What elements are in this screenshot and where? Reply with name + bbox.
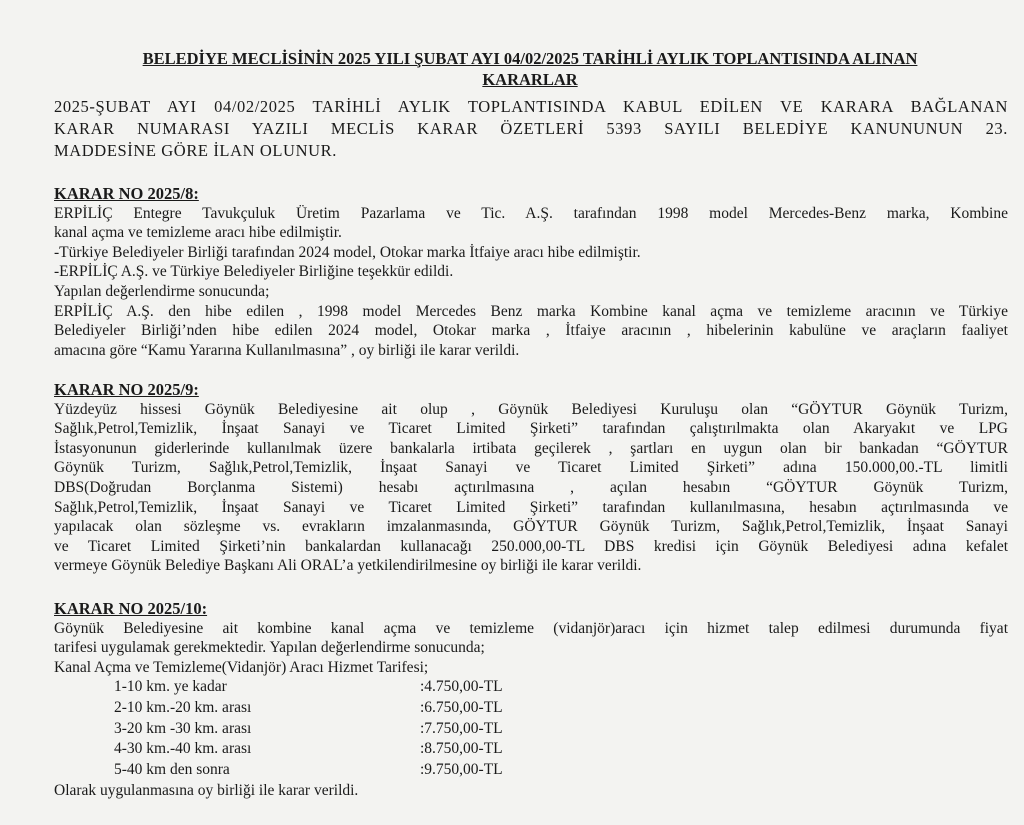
decision-line: vermeye Göynük Belediye Başkanı Ali ORAL’a yetkilendirilmesine oy birliği ile karar verildi. <box>54 557 642 575</box>
intro-line: 2025-ŞUBAT AYI 04/02/2025 TARİHLİ AYLIK TOPLANTISINDA KABUL EDİLEN VE KARARA BAĞLANAN <box>54 97 1008 116</box>
tariff-range: 1-10 km. ye kadar <box>114 678 227 696</box>
tariff-row <box>54 739 1008 760</box>
decision-closing: Olarak uygulanmasına oy birliği ile karar verildi. <box>54 782 359 800</box>
decision-line: -Türkiye Belediyeler Birliği tarafından 2024 model, Otokar marka İtfaiye aracı hibe edilmiştir. <box>54 243 641 261</box>
tariff-table <box>54 677 1008 781</box>
decision-2025-9 <box>54 380 1008 576</box>
decision-line: Kanal Açma ve Temizleme(Vidanjör) Aracı Hizmet Tarifesi; <box>54 658 429 676</box>
title-line-2: KARARLAR <box>482 70 578 89</box>
decision-line: kanal açma ve temizleme aracı hibe edilmiştir. <box>54 224 342 242</box>
document-title <box>40 48 1020 90</box>
tariff-price: :9.750,00-TL <box>420 760 503 778</box>
decision-line: tarifesi uygulamak gerekmektedir. Yapılan değerlendirme sonucunda; <box>54 639 485 657</box>
tariff-range: 4-30 km.-40 km. arası <box>114 740 252 758</box>
tariff-price: :8.750,00-TL <box>420 740 503 758</box>
tariff-row <box>54 677 1008 698</box>
decision-line: Sağlık,Petrol,Temizlik, İnşaat Sanayi ve Ticaret Limited Şirketi” tarafından çalıştırılmakta olan Akaryakıt ve LPG <box>54 420 1008 438</box>
decision-line: ve Ticaret Limited Şirketi’nin bankalardan kullanacağı 250.000,00-TL DBS kredisi için Göynük Belediyesi adına kefalet <box>54 537 1008 555</box>
decision-line: Sağlık,Petrol,Temizlik, İnşaat Sanayi ve Ticaret Limited Şirketi” tarafından kullanılmasına, hesabın açtırılmasında ve <box>54 498 1008 516</box>
decision-line: -ERPİLİÇ A.Ş. ve Türkiye Belediyeler Birliğine teşekkür edildi. <box>54 263 454 281</box>
tariff-range: 2-10 km.-20 km. arası <box>114 698 252 716</box>
tariff-range: 5-40 km den sonra <box>114 760 230 778</box>
tariff-price: :6.750,00-TL <box>420 698 503 716</box>
tariff-row <box>54 719 1008 740</box>
decision-line: İstasyonunun giderlerinde kullanılmak üzere bankalarla irtibata geçilerek , şartları en uygun olan bir bankadan “GÖYTUR <box>54 439 1008 457</box>
title-line-1: BELEDİYE MECLİSİNİN 2025 YILI ŞUBAT AYI 04/02/2025 TARİHLİ AYLIK TOPLANTISINDA ALINAN <box>142 49 918 68</box>
tariff-row <box>54 760 1008 781</box>
decision-heading: KARAR NO 2025/10: <box>54 599 208 618</box>
tariff-price: :4.750,00-TL <box>420 678 503 696</box>
decision-line: ERPİLİÇ A.Ş. den hibe edilen , 1998 model Mercedes Benz marka Kombine kanal açma ve temizleme aracının ve Türkiye <box>54 302 1008 320</box>
intro-paragraph <box>54 96 1008 162</box>
decision-line: Göynük Turizm, Sağlık,Petrol,Temizlik, İnşaat Sanayi ve Ticaret Limited Şirketi” adına 150.000,00.-TL limitli <box>54 459 1008 477</box>
intro-line: KARAR NUMARASI YAZILI MECLİS KARAR ÖZETLERİ 5393 SAYILI BELEDİYE KANUNUNUN 23. <box>54 119 1008 138</box>
decision-heading: KARAR NO 2025/9: <box>54 380 199 399</box>
decision-2025-10 <box>54 599 1008 801</box>
tariff-price: :7.750,00-TL <box>420 719 503 737</box>
tariff-range: 3-20 km -30 km. arası <box>114 719 252 737</box>
decision-line: amacına göre “Kamu Yararına Kullanılmasına” , oy birliği ile karar verildi. <box>54 341 520 359</box>
decision-line: Belediyeler Birliği’nden hibe edilen 2024 model, Otokar marka , İtfaiye aracının , hibelerinin kabulüne ve araçların faaliyet <box>54 322 1008 340</box>
decision-line: yapılacak olan sözleşme vs. evrakların imzalanmasında, GÖYTUR Göynük Turizm, Sağlık,Petrol,Temizlik, İnşaat Sanayi <box>54 518 1008 536</box>
decision-2025-8 <box>54 184 1008 360</box>
decision-line: DBS(Doğrudan Borçlanma Sistemi) hesabı açtırılmasına , açılan hesabın “GÖYTUR Göynük Turizm, <box>54 478 1008 496</box>
decision-line: ERPİLİÇ Entegre Tavukçuluk Üretim Pazarlama ve Tic. A.Ş. tarafından 1998 model Mercedes-Benz marka, Kombine <box>54 204 1008 222</box>
decision-line: Yapılan değerlendirme sonucunda; <box>54 282 270 300</box>
decision-line: Yüzdeyüz hissesi Göynük Belediyesine ait olup , Göynük Belediyesi Kuruluşu olan “GÖYTUR Göynük Turizm, <box>54 400 1008 418</box>
decision-heading: KARAR NO 2025/8: <box>54 184 199 203</box>
tariff-row <box>54 698 1008 719</box>
intro-line: MADDESİNE GÖRE İLAN OLUNUR. <box>54 141 337 160</box>
decision-line: Göynük Belediyesine ait kombine kanal açma ve temizleme (vidanjör)aracı için hizmet talep edilmesi durumunda fiyat <box>54 619 1008 637</box>
